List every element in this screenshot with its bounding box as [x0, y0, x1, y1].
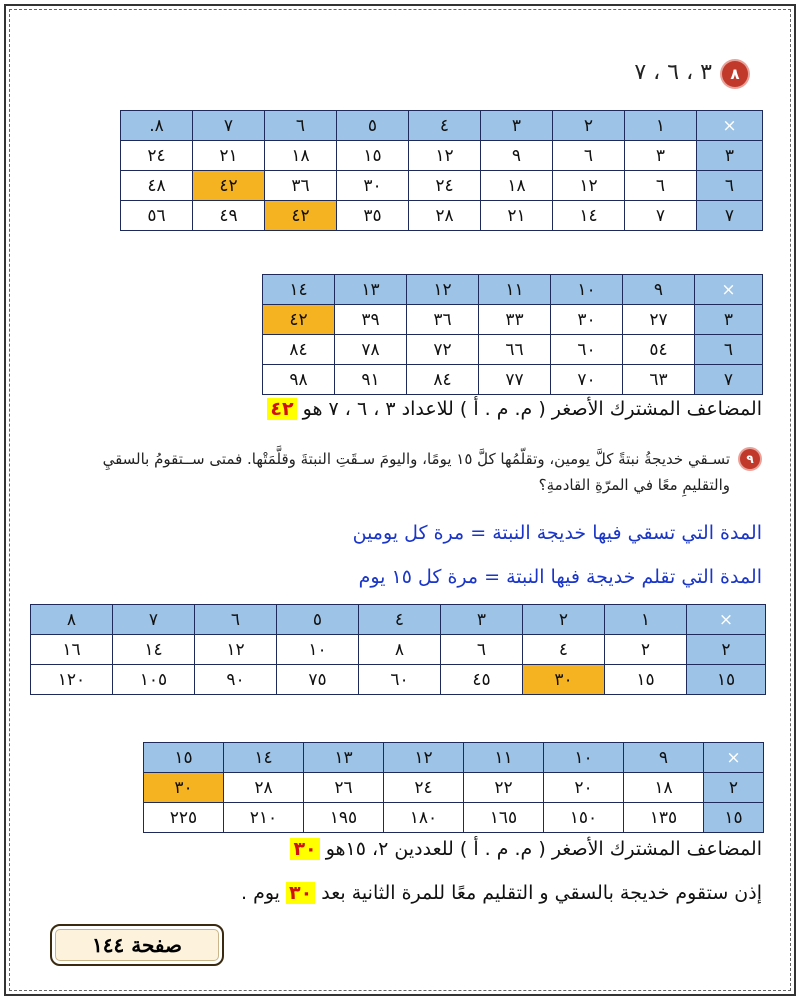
table-cell: ١٦٥	[464, 803, 544, 833]
table-header-row	[144, 743, 764, 773]
header-cell: ١١	[464, 743, 544, 773]
p9-answer-line	[290, 838, 762, 860]
header-cell: ٦	[265, 111, 337, 141]
header-cell: ١	[605, 605, 687, 635]
row-header-cell: ٢	[704, 773, 764, 803]
p8-table-1	[120, 110, 763, 231]
header-cell: ١٣	[304, 743, 384, 773]
table-cell: ١٢	[553, 171, 625, 201]
table-cell: ١٨	[624, 773, 704, 803]
row-header-cell: ٧	[697, 201, 763, 231]
header-cell: ٣	[481, 111, 553, 141]
header-cell: ١١	[479, 275, 551, 305]
header-cell: ٢	[523, 605, 605, 635]
table-cell: ١٥	[605, 665, 687, 695]
table-cell: ٧	[625, 201, 697, 231]
header-cell: ٨	[31, 605, 113, 635]
table-cell: ٢٢	[464, 773, 544, 803]
header-cell: ٣	[441, 605, 523, 635]
table-header-row	[31, 605, 766, 635]
row-header-cell: ١٥	[687, 665, 766, 695]
table-cell: ٢٦	[304, 773, 384, 803]
table-cell: ٦٦	[479, 335, 551, 365]
header-cell: ١٤	[224, 743, 304, 773]
problem-9-number: ٩	[746, 452, 754, 466]
table-cell: ٣٠	[551, 305, 623, 335]
table-cell: ٤٥	[441, 665, 523, 695]
table-cell: ٦٠	[551, 335, 623, 365]
p8-answer-text: المضاعف المشترك الأصغر ( م. م . أ ) للاعداد ٣ ، ٦ ، ٧ هو	[302, 398, 762, 420]
table-cell: ٦	[553, 141, 625, 171]
table-row	[144, 773, 764, 803]
table-cell: ٤٨	[121, 171, 193, 201]
table-row	[144, 803, 764, 833]
table-row	[263, 365, 763, 395]
table-cell: ٦٣	[623, 365, 695, 395]
table-cell: ٣	[625, 141, 697, 171]
table-row	[121, 171, 763, 201]
table-cell: ١٠٥	[113, 665, 195, 695]
table-cell: ٢٨	[224, 773, 304, 803]
page-number-text: صفحة ١٤٤	[92, 933, 182, 957]
table-cell: ١٨	[265, 141, 337, 171]
p9-question	[30, 446, 730, 498]
table-cell: ١٥	[337, 141, 409, 171]
table-cell: ٩١	[335, 365, 407, 395]
table-row	[121, 141, 763, 171]
table-cell: ١٨٠	[384, 803, 464, 833]
table-cell: ٢٢٥	[144, 803, 224, 833]
problem-8-number: ٨	[730, 65, 740, 83]
table-row	[31, 635, 766, 665]
header-cell: ٧	[113, 605, 195, 635]
table-cell: ٤٩	[193, 201, 265, 231]
p8-table-2	[262, 274, 763, 395]
p9-table-1	[30, 604, 766, 695]
header-cell: ١٢	[407, 275, 479, 305]
table-cell: ٢١	[193, 141, 265, 171]
p8-answer-value: ٤٢	[267, 398, 296, 420]
table-cell: ٥٦	[121, 201, 193, 231]
table-cell: ٦	[441, 635, 523, 665]
p9-pruning-line: المدة التي تقلم خديجة فيها النبتة = مرة كل ١٥ يوم	[358, 566, 762, 588]
table-cell: ٢١	[481, 201, 553, 231]
table-cell: ٢١٠	[224, 803, 304, 833]
header-cell: ١٤	[263, 275, 335, 305]
table-cell: ٣٥	[337, 201, 409, 231]
header-cell: ٤	[359, 605, 441, 635]
problem-8-title: ٣ ، ٦ ، ٧	[634, 60, 712, 85]
p8-answer-line	[267, 398, 762, 420]
problem-9-number-badge	[740, 449, 760, 469]
p9-question-line-1: تسـقي خديجةُ نبتةً كلَّ يومين، وتقلّمُها كلَّ ١٥ يومًا، واليومَ سـقَتِ النبتةَ وقلَّمَتْها. فمتى ســتقومُ بالسقيِ	[102, 450, 730, 468]
table-cell: ٨	[359, 635, 441, 665]
p9-conclusion-after: يوم .	[241, 882, 280, 904]
header-cell: ٥	[337, 111, 409, 141]
table-cell: ٨٤	[263, 335, 335, 365]
row-header-cell: ٧	[695, 365, 763, 395]
table-corner-cell: ×	[697, 111, 763, 141]
table-cell: ٤	[523, 635, 605, 665]
p9-table-2	[143, 742, 764, 833]
table-cell: ٣٦	[265, 171, 337, 201]
table-cell: ١٩٥	[304, 803, 384, 833]
p9-answer-value: ٣٠	[290, 838, 319, 860]
table-cell: ٨٤	[407, 365, 479, 395]
header-cell: ٤	[409, 111, 481, 141]
highlighted-cell: ٣٠	[523, 665, 605, 695]
table-cell: ٢٤	[384, 773, 464, 803]
table-cell: ٢٤	[121, 141, 193, 171]
table-cell: ١٢	[195, 635, 277, 665]
row-header-cell: ٣	[697, 141, 763, 171]
highlighted-cell: ٤٢	[193, 171, 265, 201]
table-cell: ٧٥	[277, 665, 359, 695]
table-cell: ١٥٠	[544, 803, 624, 833]
highlighted-cell: ٤٢	[265, 201, 337, 231]
table-cell: ٧٠	[551, 365, 623, 395]
row-header-cell: ٦	[695, 335, 763, 365]
table-corner-cell: ×	[695, 275, 763, 305]
p9-conclusion-before: إذن ستقوم خديجة بالسقي و التقليم معًا للمرة الثانية بعد	[321, 882, 762, 904]
table-cell: ٣٠	[337, 171, 409, 201]
table-cell: ٣٣	[479, 305, 551, 335]
header-cell: ١٢	[384, 743, 464, 773]
row-header-cell: ٢	[687, 635, 766, 665]
table-row	[263, 305, 763, 335]
table-cell: ٢٧	[623, 305, 695, 335]
table-cell: ٥٤	[623, 335, 695, 365]
header-cell: ١	[625, 111, 697, 141]
table-row	[121, 201, 763, 231]
table-row	[263, 335, 763, 365]
header-cell: ٩	[623, 275, 695, 305]
table-cell: ٩	[481, 141, 553, 171]
header-cell: ١٠	[551, 275, 623, 305]
header-cell: ١٣	[335, 275, 407, 305]
header-cell: ٦	[195, 605, 277, 635]
table-row	[31, 665, 766, 695]
table-cell: ١٤	[113, 635, 195, 665]
header-cell: ١٠	[544, 743, 624, 773]
header-cell: ٥	[277, 605, 359, 635]
highlighted-cell: ٣٠	[144, 773, 224, 803]
table-cell: ١٢	[409, 141, 481, 171]
table-cell: ٩٨	[263, 365, 335, 395]
table-cell: ٦	[625, 171, 697, 201]
header-cell: ١٥	[144, 743, 224, 773]
table-cell: ٢٠	[544, 773, 624, 803]
highlighted-cell: ٤٢	[263, 305, 335, 335]
table-corner-cell: ×	[687, 605, 766, 635]
header-cell: ٩	[624, 743, 704, 773]
table-cell: ٢٨	[409, 201, 481, 231]
table-cell: ٧٨	[335, 335, 407, 365]
header-cell: ٧	[193, 111, 265, 141]
table-cell: ١٠	[277, 635, 359, 665]
page-number-label	[50, 924, 224, 966]
table-cell: ١٤	[553, 201, 625, 231]
p9-watering-line: المدة التي تسقي فيها خديجة النبتة = مرة كل يومين	[352, 522, 762, 544]
table-cell: ٩٠	[195, 665, 277, 695]
p9-conclusion-line	[241, 882, 762, 904]
table-cell: ٣٦	[407, 305, 479, 335]
table-cell: ١٣٥	[624, 803, 704, 833]
table-cell: ٣٩	[335, 305, 407, 335]
table-cell: ١٦	[31, 635, 113, 665]
table-cell: ٧٧	[479, 365, 551, 395]
row-header-cell: ١٥	[704, 803, 764, 833]
table-corner-cell: ×	[704, 743, 764, 773]
p9-answer-text: المضاعف المشترك الأصغر ( م. م . أ ) للعددين ٢، ١٥هو	[325, 838, 762, 860]
row-header-cell: ٣	[695, 305, 763, 335]
header-cell: ٢	[553, 111, 625, 141]
table-cell: ١٢٠	[31, 665, 113, 695]
p9-question-line-2: والتقليمِ معًا في المرّةِ القادمةِ؟	[538, 476, 730, 494]
table-header-row	[121, 111, 763, 141]
table-cell: ٢	[605, 635, 687, 665]
row-header-cell: ٦	[697, 171, 763, 201]
problem-8-number-badge	[722, 61, 748, 87]
p9-conclusion-value: ٣٠	[286, 882, 315, 904]
header-cell: ٨.	[121, 111, 193, 141]
table-cell: ٦٠	[359, 665, 441, 695]
table-header-row	[263, 275, 763, 305]
table-cell: ٧٢	[407, 335, 479, 365]
table-cell: ١٨	[481, 171, 553, 201]
table-cell: ٢٤	[409, 171, 481, 201]
